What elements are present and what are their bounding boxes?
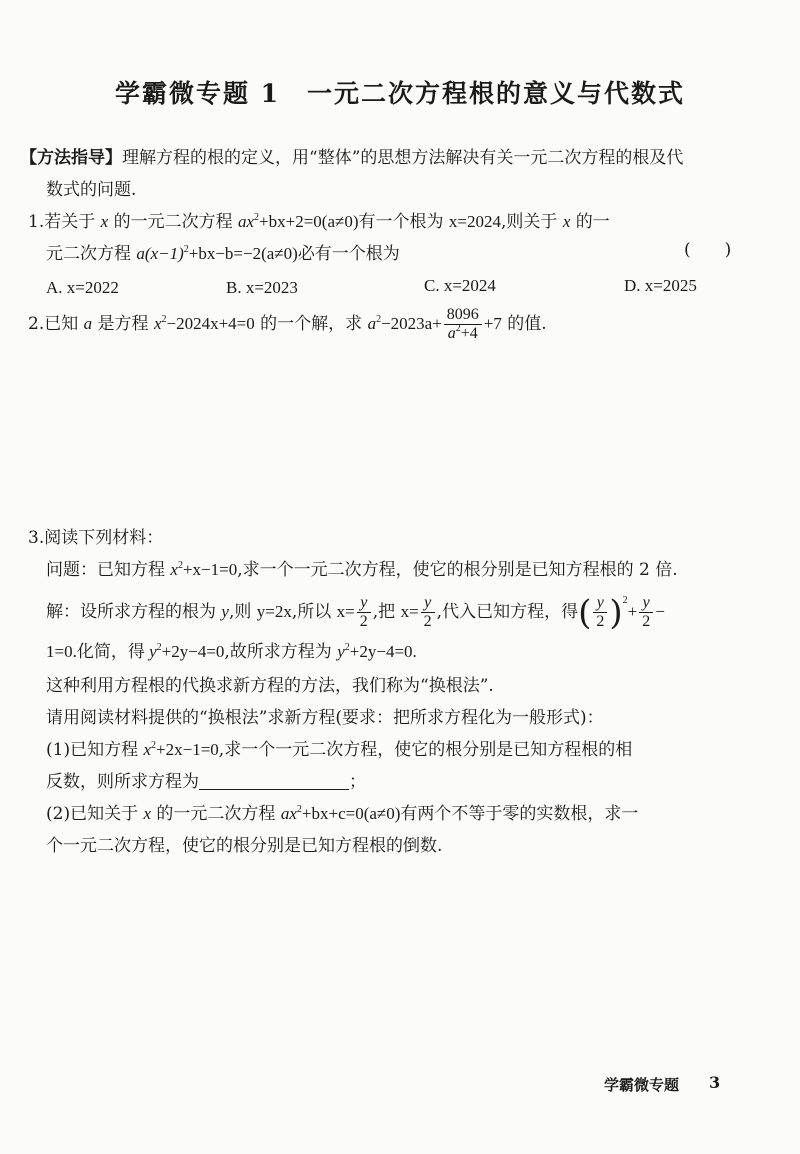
- page-number: 3: [709, 1073, 721, 1092]
- q3-solution-line-1: 解：设所求方程的根为 y,则 y=2x,所以 x= $\frac{y}{2}$ ,把 x= $\frac{y}{2}$ ,代入已知方程，得( $\frac{y}{2}$ )$^2$+ $\frac{y}{2}$ −: [46, 592, 665, 633]
- q3-sub1-line-2: 反数，则所求方程为 ；: [46, 772, 366, 792]
- answer-blank[interactable]: [199, 771, 349, 790]
- q3-instruction: 请用阅读材料提供的“换根法”求新方程(要求：把所求方程化为一般形式)：: [46, 708, 604, 728]
- q3-sub2-line-1: (2)已知关于 x 的一元二次方程 $ax^2+bx+c=0(a\ne 0)$有两个不等于零的实数根，求一: [46, 804, 639, 824]
- method-guide-label: 【方法指导】: [20, 148, 122, 168]
- q1-option-c: C. x=2024: [424, 276, 496, 295]
- q3-solution-line-2: 1=0.化简，得 $y^2+2y-4=0$,故所求方程为 $y^2+2y-4=0$.: [46, 642, 417, 662]
- footer-label: 学霸微专题: [604, 1076, 680, 1094]
- q3-sub1-line-1: (1)已知方程 $x^2+2x-1=0$,求一个一元二次方程，使它的根分别是已知方程根的相: [46, 740, 633, 760]
- method-guide-line-2: 数式的问题.: [46, 180, 137, 200]
- page-title: 学霸微专题 1 一元二次方程根的意义与代数式: [114, 79, 686, 108]
- q1-option-d: D. x=2025: [624, 276, 697, 295]
- q1-option-b: B. x=2023: [226, 278, 298, 297]
- q2-text: 2.已知 a 是方程 $x^2-2024x+4=0$ 的一个解，求 $a^2-2023a+$ $\frac{8096}{a^2+4}$ +7 的值.: [28, 306, 547, 342]
- q2-fraction: $\frac{8096}{a^2+4}$: [444, 306, 482, 343]
- q3-header: 3.阅读下列材料：: [28, 528, 164, 548]
- q3-problem: 问题：已知方程 $x^2+x-1=0$,求一个一元二次方程，使它的根分别是已知方程根的 2 倍.: [46, 560, 678, 580]
- method-guide-line-1: 【方法指导】理解方程的根的定义，用“整体”的思想方法解决有关一元二次方程的根及代: [20, 148, 684, 168]
- q3-sub2-line-2: 个一元二次方程，使它的根分别是已知方程根的倒数.: [46, 836, 443, 856]
- q1-line-2: 元二次方程 $a(x-1)^2+bx-b=-2(a\ne 0)$必有一个根为: [46, 244, 400, 264]
- q1-option-a: A. x=2022: [46, 278, 119, 297]
- q3-method-note: 这种利用方程根的代换求新方程的方法，我们称为“换根法”.: [46, 676, 494, 696]
- q1-answer-bracket: ( ): [684, 240, 732, 260]
- q1-line-1: 1.若关于 x 的一元二次方程 $ax^2+bx+2=0(a\ne 0)$有一个根为 x=2024,则关于 x 的一: [28, 212, 610, 232]
